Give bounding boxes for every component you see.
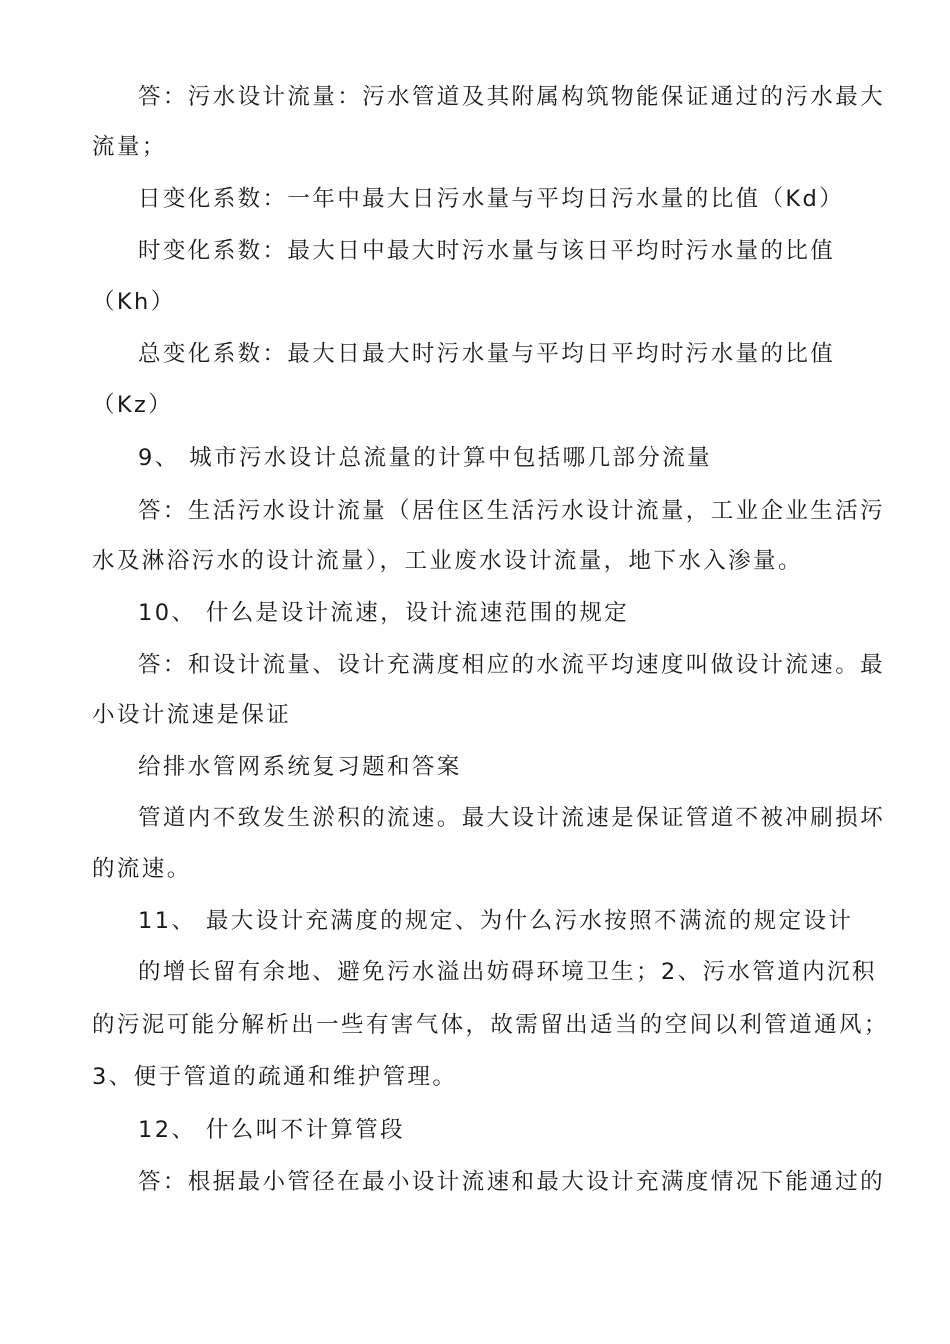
answer-9-line-2: 水及淋浴污水的设计流量），工业废水设计流量，地下水入渗量。 — [92, 548, 803, 574]
answer-11-line-2: 的污泥可能分解析出一些有害气体，故需留出适当的空间以利管道通风； — [92, 1012, 889, 1038]
daily-variation-coeff: 日变化系数：一年中最大日污水量与平均日污水量的比值（Kd） — [138, 186, 845, 212]
answer-9-line-1: 答：生活污水设计流量（居住区生活污水设计流量，工业企业生活污 — [138, 498, 886, 524]
answer-8-line-1: 答：污水设计流量：污水管道及其附属构筑物能保证通过的污水最大 — [138, 84, 886, 110]
question-10: 10、 什么是设计流速，设计流速范围的规定 — [138, 600, 630, 626]
hourly-variation-coeff: 时变化系数：最大日中最大时污水量与该日平均时污水量的比值 — [138, 238, 836, 264]
total-variation-symbol: （Kz） — [92, 392, 174, 418]
answer-10-line-4: 的流速。 — [92, 856, 192, 882]
answer-10-line-2: 小设计流速是保证 — [92, 702, 292, 728]
total-variation-coeff: 总变化系数：最大日最大时污水量与平均日平均时污水量的比值 — [138, 341, 836, 367]
answer-12-line-1: 答：根据最小管径在最小设计流速和最大设计充满度情况下能通过的 — [138, 1169, 886, 1195]
answer-11-line-3: 3、便于管道的疏通和维护管理。 — [92, 1064, 458, 1090]
running-header: 给排水管网系统复习题和答案 — [138, 754, 462, 780]
answer-8-line-2: 流量； — [92, 134, 167, 160]
answer-10-line-1: 答：和设计流量、设计充满度相应的水流平均速度叫做设计流速。最 — [138, 652, 886, 678]
answer-11-line-1: 的增长留有余地、避免污水溢出妨碍环境卫生；2、污水管道内沉积 — [138, 959, 877, 985]
hourly-variation-symbol: （Kh） — [92, 289, 176, 315]
question-11: 11、 最大设计充满度的规定、为什么污水按照不满流的规定设计 — [138, 908, 854, 934]
answer-10-line-3: 管道内不致发生淤积的流速。最大设计流速是保证管道不被冲刷损坏 — [138, 805, 886, 831]
question-12: 12、 什么叫不计算管段 — [138, 1117, 406, 1143]
question-9: 9、 城市污水设计总流量的计算中包括哪几部分流量 — [138, 445, 713, 471]
